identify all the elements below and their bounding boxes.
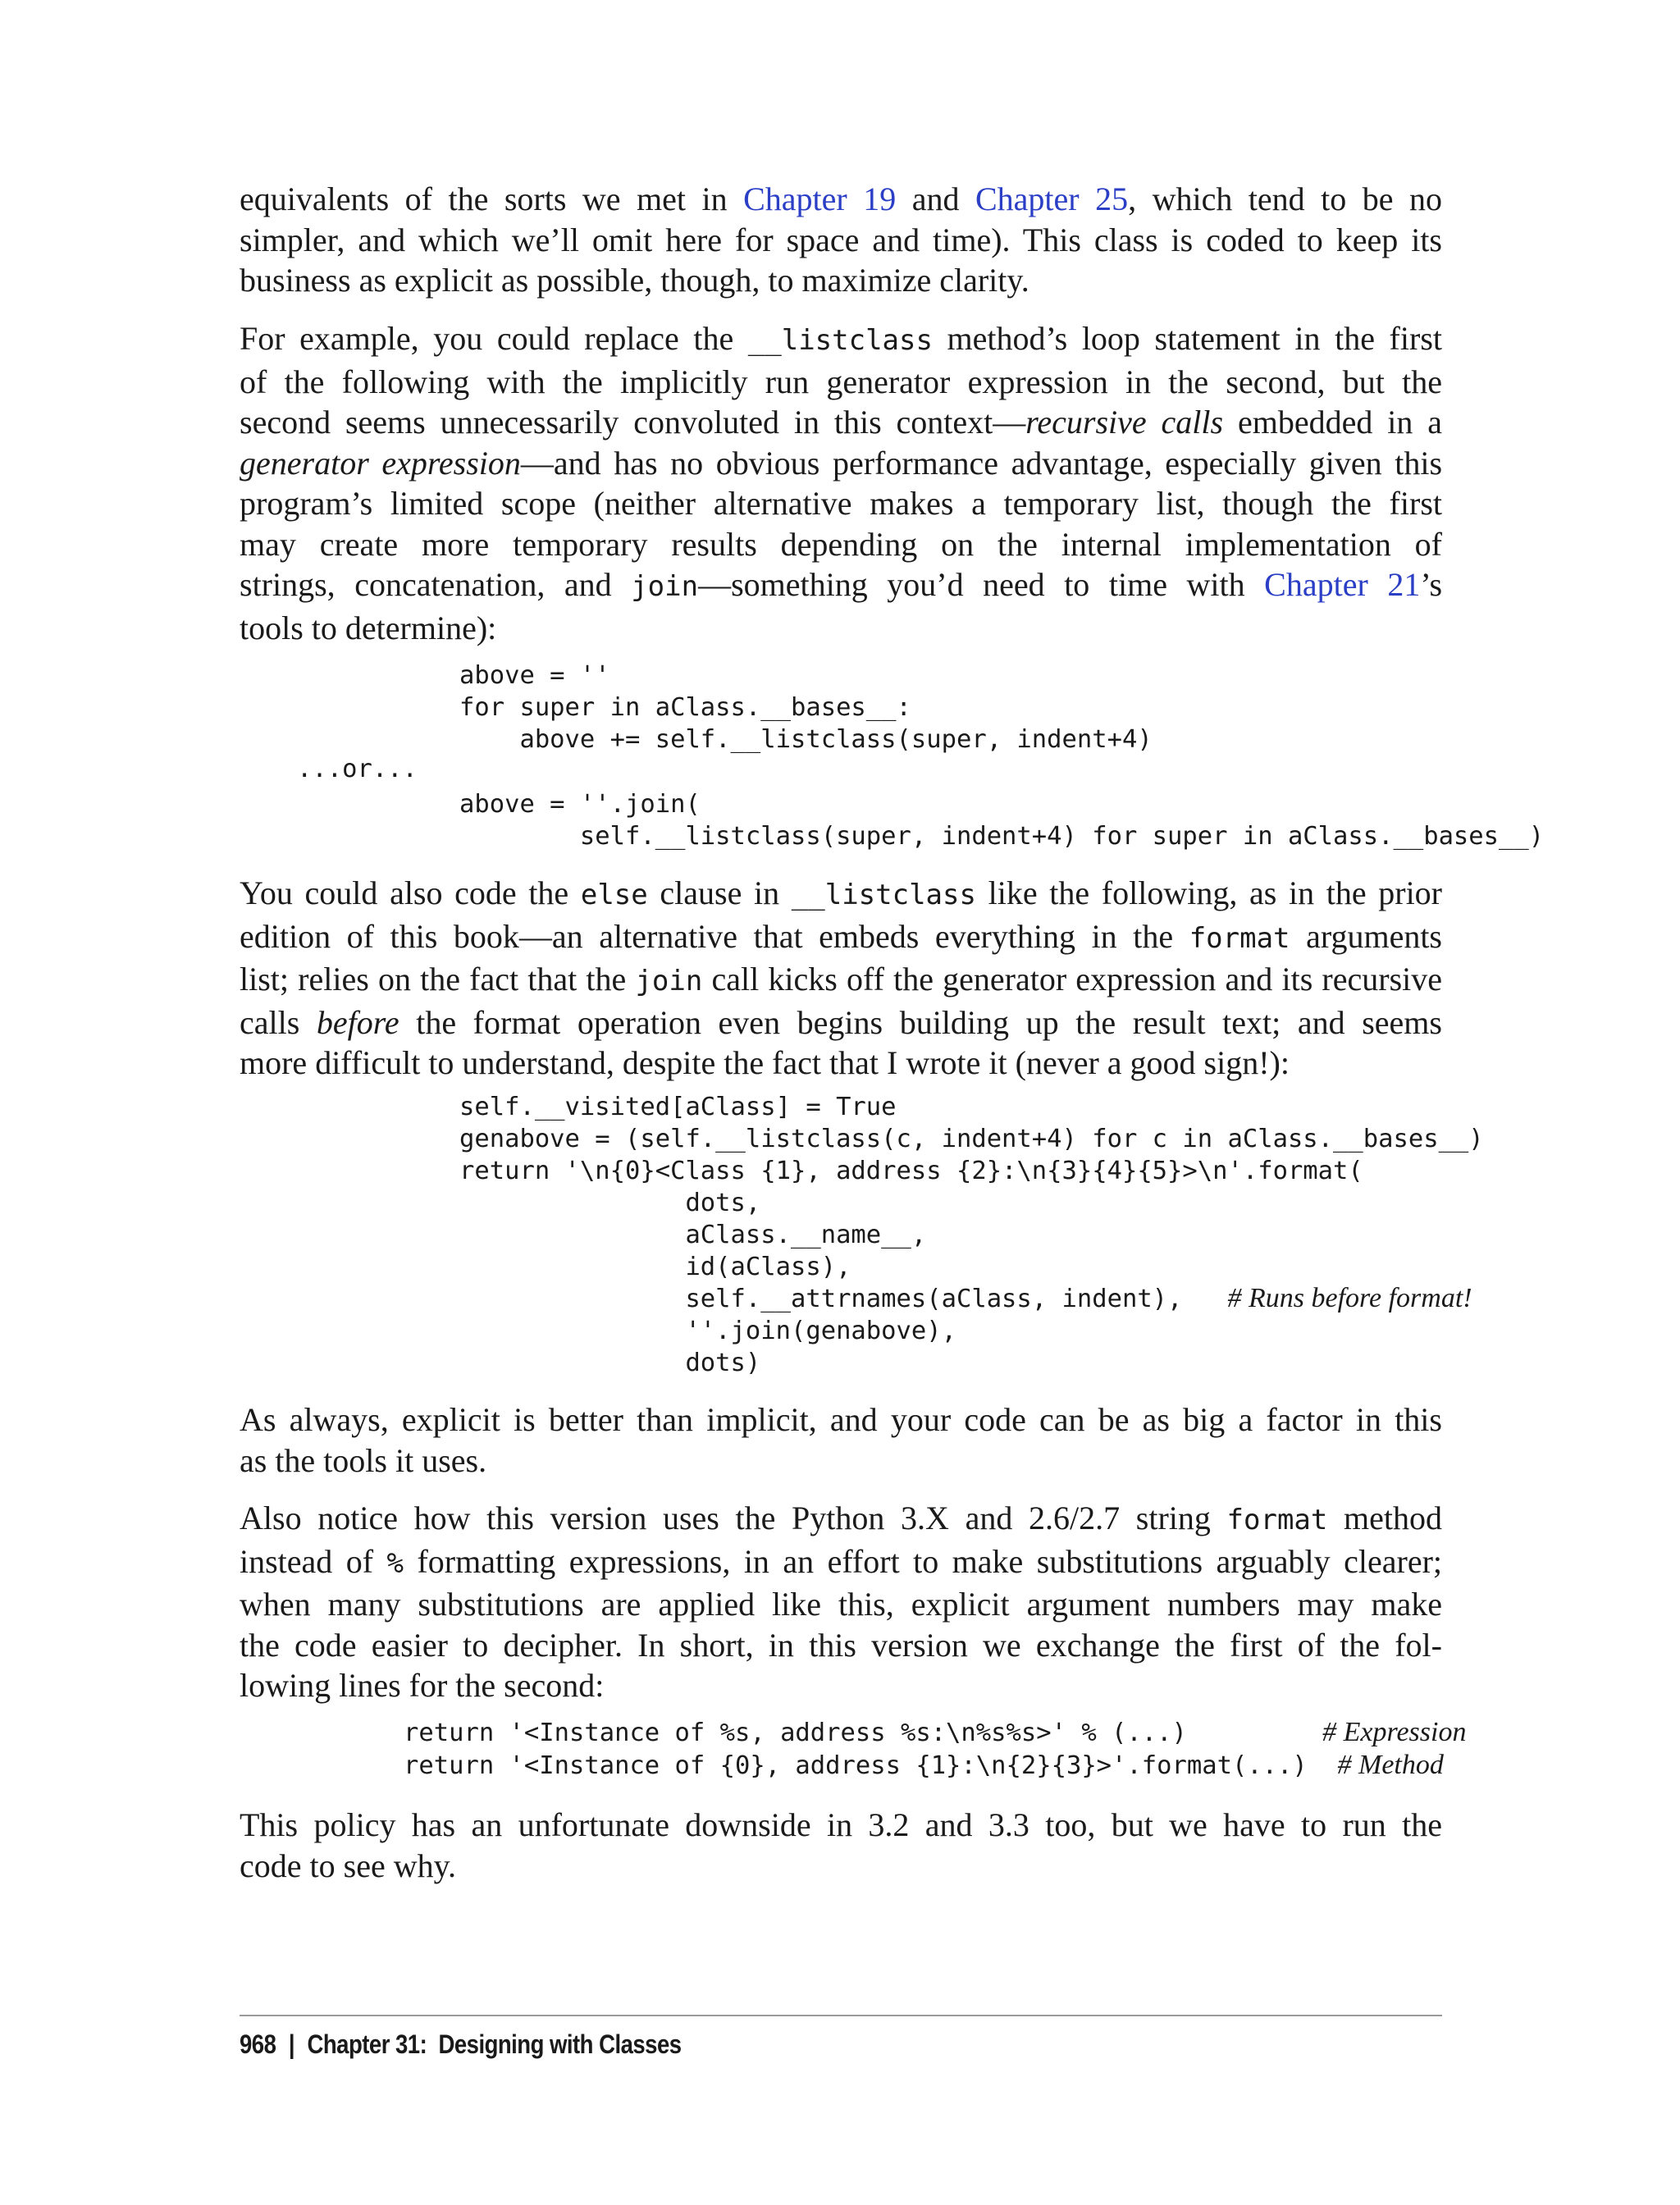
text: clause in [647,874,792,911]
text: list; relies on the fact that the [240,961,636,998]
code-line: self.__listclass(super, indent+4) for super in aClass.__bases__) [459,821,1545,851]
page-number: 968 [240,2029,276,2059]
code-comment: # Runs before format! [1227,1283,1472,1314]
code-block-format [459,1092,1484,1380]
paragraph-6 [240,1805,1442,1886]
text: strings, concatenation, and [240,566,632,603]
code-line: genabove = (self.__listclass(c, indent+4) for c in aClass.__bases__) [459,1124,1484,1153]
or-label [297,755,418,783]
text-line: business as explicit as possible, though, to maximize clarity. [240,262,1029,299]
code-line: self.__attrnames(aClass, indent), [459,1285,1183,1314]
text: method [1327,1500,1443,1536]
code-block-generator [459,789,1544,853]
paragraph-4 [240,1399,1442,1481]
paragraph-2 [240,318,1442,648]
emphasis: generator expression [240,444,521,482]
text: the format operation even begins building up the result text; and seems [399,1003,1442,1041]
text: and [896,180,975,217]
paragraph-3 [240,873,1442,1084]
code-block-loop [459,660,1153,756]
text-line: This policy has an unfortunate downside in 3.2 and 3.3 too, but we have to run the [240,1806,1442,1843]
text: second seems unnecessarily convoluted in this context— [240,404,1026,441]
chapter-title: Chapter 31: Designing with Classes [307,2029,682,2059]
text-line: of the following with the implicitly run generator expression in the second, but the [240,363,1442,400]
code-line: above = ''.join( [459,790,701,819]
code-pad [1182,1285,1227,1313]
inline-code: else [580,879,648,911]
chapter-21-link[interactable]: Chapter 21 [1264,566,1421,603]
code-line: self.__visited[aClass] = True [459,1093,897,1121]
chapter-19-link[interactable]: Chapter 19 [743,180,897,217]
emphasis: recursive calls [1025,404,1224,441]
chapter-25-link[interactable]: Chapter 25 [975,180,1129,217]
footer-divider [240,2015,1442,2016]
text: embedded in a [1223,404,1443,441]
text-line: lowing lines for the second: [240,1667,605,1704]
code-line: dots, [459,1188,761,1217]
text: equivalents of the sorts we met in [240,180,744,217]
code-line: above += self.__listclass(super, indent+4) [459,724,1153,754]
inline-code: format [1226,1504,1328,1536]
text: call kicks off the generator expression and its recursive [702,961,1443,998]
text-line: as the tools it uses. [240,1441,487,1479]
text-line: program’s limited scope (neither alternative makes a temporary list, though the first [240,485,1442,522]
text: ’s [1420,566,1443,603]
text: formatting expressions, in an effort to make substitutions arguably clearer; [404,1542,1443,1580]
text: instead of [240,1542,387,1580]
code-line: aClass.__name__, [459,1220,927,1249]
text: method’s loop statement in the first [932,320,1442,357]
text: For example, you could replace the [240,320,748,357]
inline-code: % [386,1546,404,1580]
code-line: ''.join(genabove), [459,1317,956,1346]
code-line: above = '' [459,661,610,690]
or-label-text: ...or... [297,755,418,783]
code-block-compare [404,1717,1466,1783]
code-comment: # Expression [1322,1717,1467,1747]
code-pad [1187,1719,1322,1747]
text-line: tools to determine): [240,609,497,646]
inline-code: __listclass [747,324,933,357]
text: like the following, as in the prior [975,874,1443,911]
code-line: id(aClass), [459,1252,851,1281]
inline-code: __listclass [791,879,976,911]
text-line: may create more temporary results depending on the internal implementation of [240,525,1442,563]
paragraph-5 [240,1498,1442,1706]
text-line: code to see why. [240,1847,456,1884]
code-line: dots) [459,1349,761,1378]
text-line: As always, explicit is better than implicit, and your code can be as big a factor in this [240,1401,1442,1438]
code-pad [1308,1751,1338,1780]
code-line: for super in aClass.__bases__: [459,692,911,722]
text: , which tend to be no [1128,180,1443,217]
text-line: the code easier to decipher. In short, in this version we exchange the first of the fol- [240,1626,1442,1664]
text: —and has no obvious performance advantage, especially given this [520,444,1443,482]
code-line: return '<Instance of {0}, address {1}:\n{2}{3}>'.format(...) [404,1751,1308,1780]
code-line: return '<Instance of %s, address %s:\n%s%s>' % (...) [404,1719,1187,1747]
inline-code: format [1189,921,1290,955]
text: arguments [1290,917,1443,955]
text: —something you’d need to time with [698,566,1265,603]
inline-code: join [635,965,703,998]
page-footer [240,2029,682,2060]
text: edition of this book—an alternative that embeds everything in the [240,917,1189,955]
text-line: when many substitutions are applied like this, explicit argument numbers may make [240,1586,1442,1623]
text: calls [240,1003,317,1041]
footer-separator: | [288,2029,295,2059]
inline-code: join [631,570,699,603]
text-line: simpler, and which we’ll omit here for space and time). This class is coded to keep its [240,221,1442,258]
text: Also notice how this version uses the Python 3.X and 2.6/2.7 string [240,1500,1227,1536]
emphasis: before [316,1003,399,1041]
code-line: return '\n{0}<Class {1}, address {2}:\n{3}{4}{5}>\n'.format( [459,1156,1363,1185]
code-comment: # Method [1337,1749,1444,1780]
text-line: more difficult to understand, despite the fact that I wrote it (never a good sign!): [240,1044,1290,1081]
text: You could also code the [240,874,581,911]
paragraph-1 [240,179,1442,301]
